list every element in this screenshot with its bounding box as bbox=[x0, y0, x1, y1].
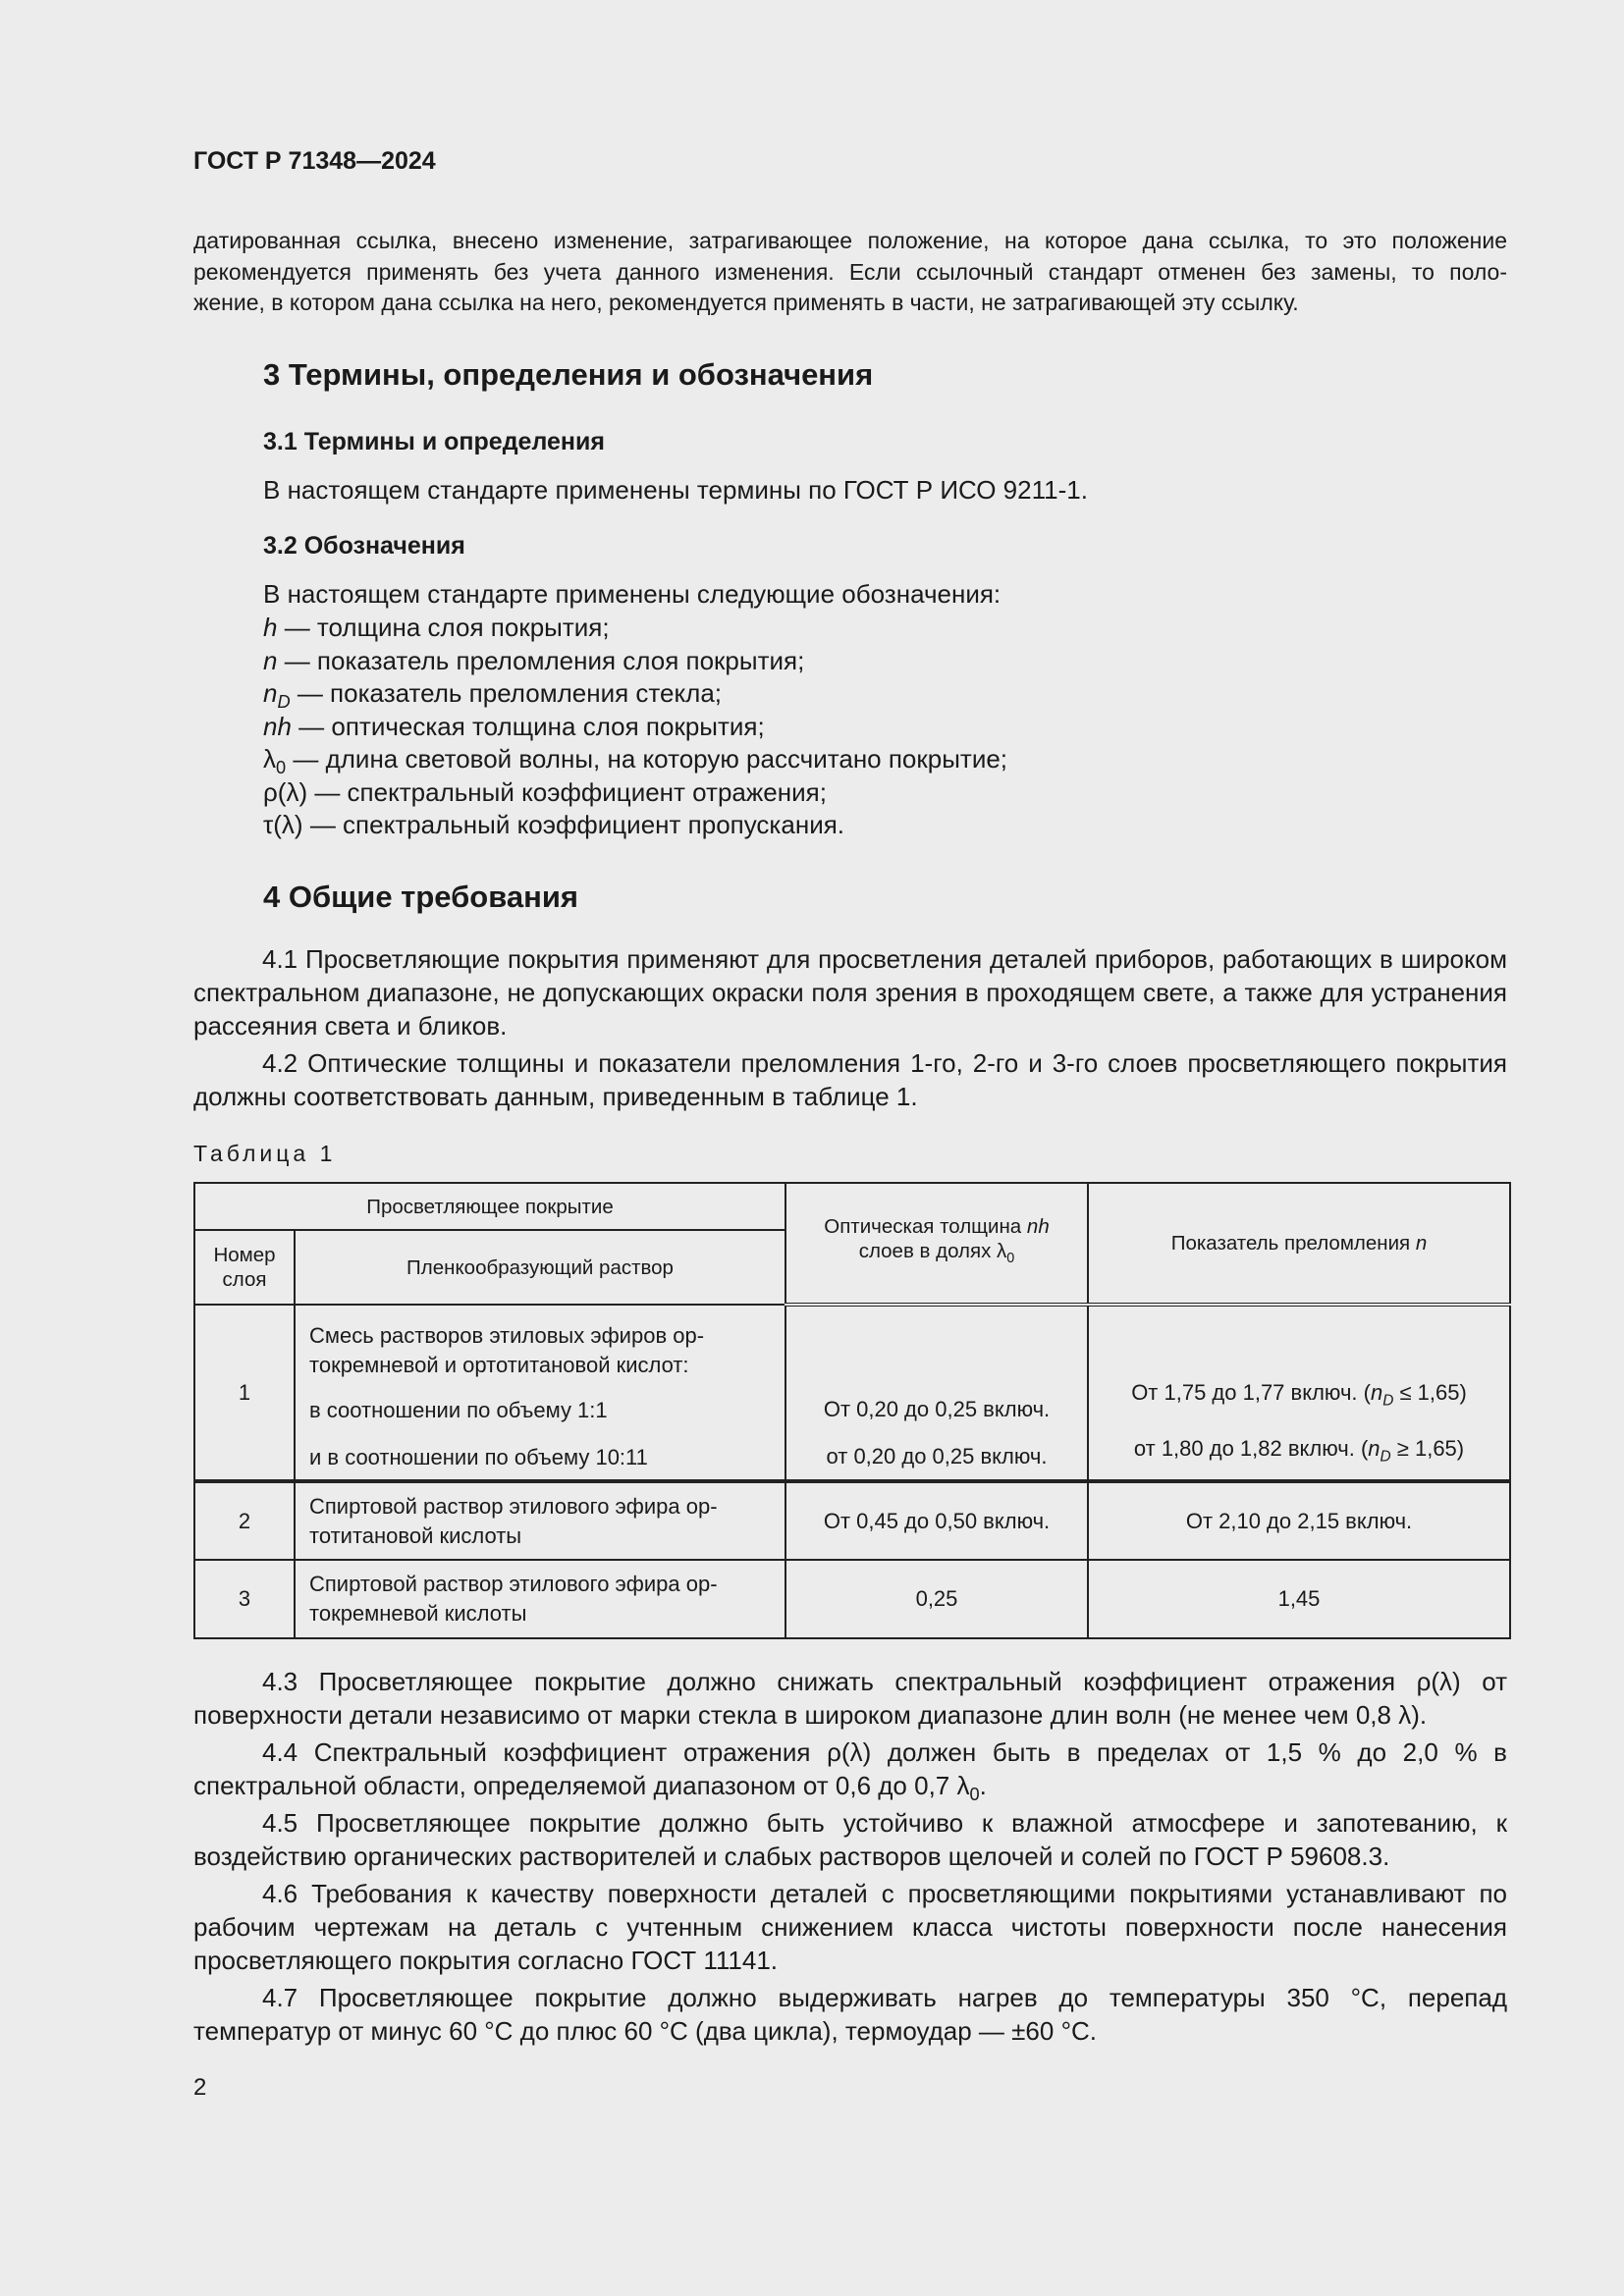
symbol-item: n — показатель преломления слоя покрытия; bbox=[263, 645, 805, 675]
table-row bbox=[194, 1481, 1510, 1560]
table-row bbox=[194, 1305, 1510, 1481]
cell-thickness: От 0,20 до 0,25 включ. от 0,20 до 0,25 включ. bbox=[785, 1305, 1088, 1481]
symbol-item: nh — оптическая толщина слоя покрытия; bbox=[263, 711, 765, 741]
table-header-row bbox=[194, 1183, 1510, 1230]
paragraph-4-5: 4.5 Просветляющее покрытие должно быть устойчиво к влажной атмосфере и запотеванию, к воздействию органических растворителей и слабых растворов щелочей и солей по ГОСТ Р 59608.3. bbox=[193, 1808, 1507, 1871]
symbol-item: $\lambda_0$ — длина световой волны, на которую рассчитано покрытие; bbox=[263, 744, 1008, 778]
symbol-item: $n_D$ — показатель преломления стекла; bbox=[263, 678, 723, 713]
symbol-item: h — толщина слоя покрытия; bbox=[263, 613, 610, 642]
cell-layer-number: 1 bbox=[194, 1305, 295, 1481]
intro-paragraph bbox=[193, 226, 1507, 319]
section-4-title: 4 Общие требования bbox=[263, 880, 578, 914]
paragraph-4-3: 4.3 Просветляющее покрытие должно снижать спектральный коэффициент отражения ρ(λ) от поверхности детали независимо от марки стекла в широком диапазоне длин волн (не менее чем 0,8 λ). bbox=[193, 1667, 1507, 1730]
page-number: 2 bbox=[193, 2074, 207, 2101]
symbol-item: ρ(λ) — спектральный коэффициент отражения; bbox=[263, 776, 827, 807]
symbol-item: τ(λ) — спектральный коэффициент пропускания. bbox=[263, 810, 845, 839]
subsection-3-2-title: 3.2 Обозначения bbox=[263, 532, 465, 560]
cell-thickness: 0,25 bbox=[785, 1560, 1088, 1638]
header-solution: Пленкообразующий раствор bbox=[295, 1230, 785, 1305]
subsection-3-1-text: В настоящем стандарте применены термины по ГОСТ Р ИСО 9211-1. bbox=[263, 475, 1088, 505]
symbols-list bbox=[263, 611, 1007, 841]
header-index: Показатель преломления n bbox=[1088, 1183, 1510, 1305]
section-3-title: 3 Термины, определения и обозначения bbox=[263, 357, 874, 392]
cell-layer-number: 3 bbox=[194, 1560, 295, 1638]
document-header: ГОСТ Р 71348—2024 bbox=[193, 147, 436, 175]
intro-line: рекомендуется применять без учета данного изменения. Если ссылочный стандарт отменен без замены, то поло- bbox=[193, 258, 1507, 285]
paragraph-4-6: 4.6 Требования к качеству поверхности деталей с просветляющими покрытиями устанавливают по рабочим чертежам на деталь с учтенным снижением класса чистоты поверхности после нанесения просветляющего покрытия согласно ГОСТ 11141. bbox=[193, 1879, 1507, 1975]
cell-index: 1,45 bbox=[1088, 1560, 1510, 1638]
cell-solution: Спиртовой раствор этилового эфира ор- тотитановой кислоты bbox=[295, 1481, 785, 1560]
cell-layer-number: 2 bbox=[194, 1481, 295, 1560]
paragraph-4-2: 4.2 Оптические толщины и показатели преломления 1-го, 2-го и 3-го слоев просветляющего покрытия должны соответствовать данным, приведенным в таблице 1. bbox=[193, 1048, 1507, 1111]
header-thickness: Оптическая толщина nh слоев в долях $\lambda_0$ bbox=[785, 1183, 1088, 1305]
cell-index: От 1,75 до 1,77 включ. $(n_D \le 1,65)$ от 1,80 до 1,82 включ. $(n_D \ge 1,65)$ bbox=[1088, 1305, 1510, 1481]
table-row bbox=[194, 1560, 1510, 1638]
paragraph-4-1: 4.1 Просветляющие покрытия применяют для просветления деталей приборов, работающих в широком спектральном диапазоне, не допускающих окраски поля зрения в проходящем свете, а также для устранения рассеяния света и бликов. bbox=[193, 944, 1507, 1041]
header-coating: Просветляющее покрытие bbox=[194, 1183, 785, 1230]
header-layer: Номер слоя bbox=[194, 1230, 295, 1305]
paragraph-4-7: 4.7 Просветляющее покрытие должно выдерживать нагрев до температуры 350 °С, перепад температур от минус 60 °С до плюс 60 °С (два цикла), термоудар — ±60 °С. bbox=[193, 1983, 1507, 2046]
table-1 bbox=[193, 1182, 1511, 1639]
cell-index: От 2,10 до 2,15 включ. bbox=[1088, 1481, 1510, 1560]
paragraph-4-4: 4.4 Спектральный коэффициент отражения ρ(λ) должен быть в пределах от 1,5 % до 2,0 % в спектральной области, определяемой диапазоном от 0,6 до 0,7 $\lambda_0$. bbox=[193, 1737, 1507, 1805]
intro-line: жение, в котором дана ссылка на него, рекомендуется применять в части, не затрагивающей эту ссылку. bbox=[193, 290, 1299, 315]
cell-solution: Смесь растворов этиловых эфиров ор- токремневой и ортотитановой кислот: в соотношении по объему 1:1 и в соотношении по объему 10:11 bbox=[295, 1305, 785, 1481]
intro-line: датированная ссылка, внесено изменение, затрагивающее положение, на которое дана ссылка, то это положение bbox=[193, 228, 1507, 253]
cell-thickness: От 0,45 до 0,50 включ. bbox=[785, 1481, 1088, 1560]
subsection-3-1-title: 3.1 Термины и определения bbox=[263, 428, 605, 455]
subsection-3-2-intro: В настоящем стандарте применены следующие обозначения: bbox=[263, 579, 1001, 609]
table-caption: Таблица 1 bbox=[193, 1141, 337, 1166]
cell-solution: Спиртовой раствор этилового эфира ор- токремневой кислоты bbox=[295, 1560, 785, 1638]
